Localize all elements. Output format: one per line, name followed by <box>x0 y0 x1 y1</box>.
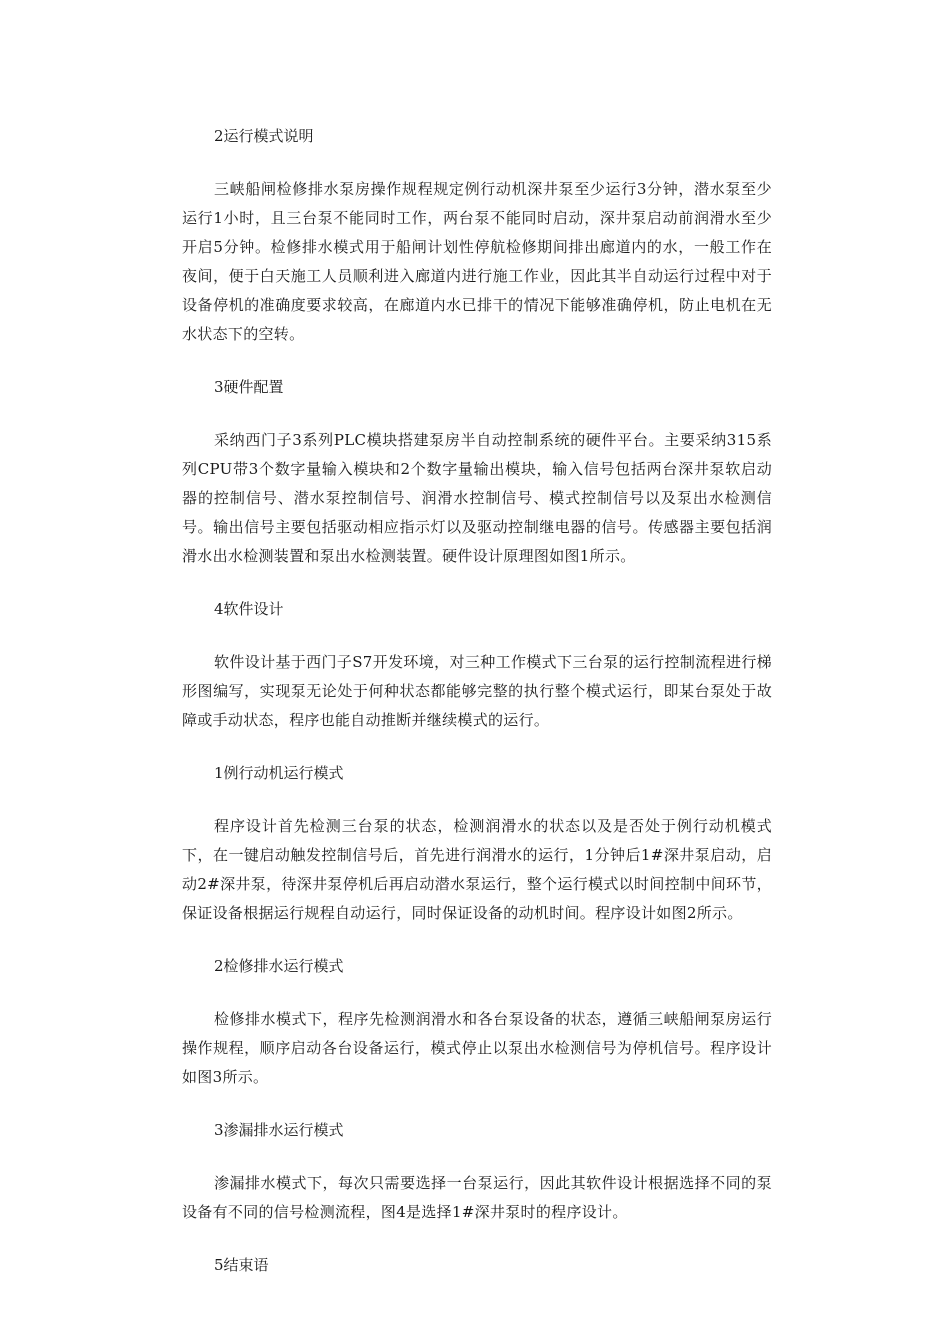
section-heading-operation-modes: 2运行模式说明 <box>214 127 314 145</box>
paragraph-hardware: 采纳西门子3系列PLC模块搭建泵房半自动控制系统的硬件平台。主要采纳315系列CPU带3个数字量输入模块和2个数字量输出模块，输入信号包括两台深井泵软启动器的控制信号、潜水泵控制信号、润滑水控制信号、模式控制信号以及泵出水检测信号。输出信号主要包括驱动相应指示灯以及驱动控制继电器的信号。传感器主要包括润滑水出水检测装置和泵出水检测装置。硬件设计原理图如图1所示。 <box>182 431 772 565</box>
section-heading-software: 4软件设计 <box>214 600 284 618</box>
paragraph-operation-modes: 三峡船闸检修排水泵房操作规程规定例行动机深井泵至少运行3分钟，潜水泵至少运行1小时，且三台泵不能同时工作，两台泵不能同时启动，深井泵启动前润滑水至少开启5分钟。检修排水模式用于船闸计划性停航检修期间排出廊道内的水，一般工作在夜间，便于白天施工人员顺利进入廊道内进行施工作业，因此其半自动运行过程中对于设备停机的准确度要求较高，在廊道内水已排干的情况下能够准确停机，防止电机在无水状态下的空转。 <box>182 180 772 343</box>
subsection-heading-seepage-drainage: 3渗漏排水运行模式 <box>214 1121 344 1139</box>
subsection-heading-routine-mode: 1例行动机运行模式 <box>214 764 344 782</box>
paragraph-routine-mode: 程序设计首先检测三台泵的状态，检测润滑水的状态以及是否处于例行动机模式下，在一键启动触发控制信号后，首先进行润滑水的运行，1分钟后1#深井泵启动，启动2#深井泵，待深井泵停机后再启动潜水泵运行，整个运行模式以时间控制中间环节，保证设备根据运行规程自动运行，同时保证设备的动机时间。程序设计如图2所示。 <box>182 817 772 922</box>
subsection-heading-maintenance-drainage: 2检修排水运行模式 <box>214 957 344 975</box>
paragraph-software: 软件设计基于西门子S7开发环境，对三种工作模式下三台泵的运行控制流程进行梯形图编写，实现泵无论处于何种状态都能够完整的执行整个模式运行，即某台泵处于故障或手动状态，程序也能自动推断并继续模式的运行。 <box>182 653 772 729</box>
section-heading-conclusion: 5结束语 <box>214 1256 269 1274</box>
paragraph-maintenance-drainage: 检修排水模式下，程序先检测润滑水和各台泵设备的状态，遵循三峡船闸泵房运行操作规程，顺序启动各台设备运行，模式停止以泵出水检测信号为停机信号。程序设计如图3所示。 <box>182 1010 772 1086</box>
section-heading-hardware: 3硬件配置 <box>214 378 284 396</box>
paragraph-seepage-drainage: 渗漏排水模式下，每次只需要选择一台泵运行，因此其软件设计根据选择不同的泵设备有不同的信号检测流程，图4是选择1#深井泵时的程序设计。 <box>182 1174 772 1221</box>
document-page <box>182 122 772 1304</box>
